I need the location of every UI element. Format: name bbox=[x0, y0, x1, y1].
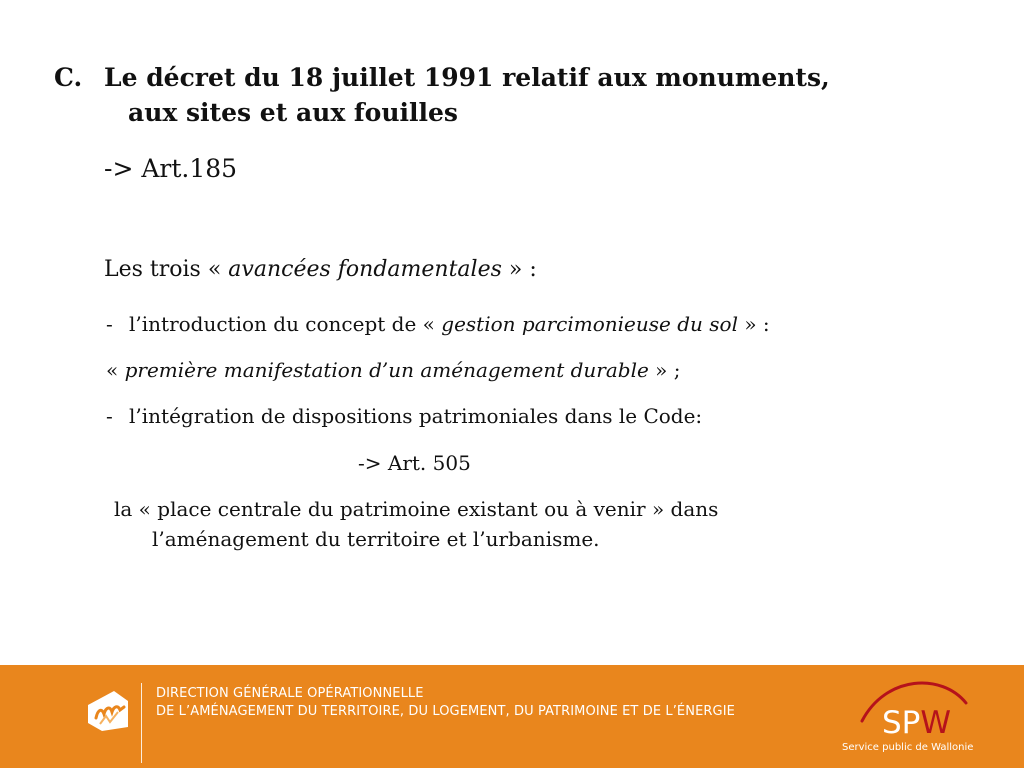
list-item-gestion-parcimonieuse bbox=[106, 310, 770, 338]
item1-italic: gestion parcimonieuse du sol bbox=[441, 312, 738, 336]
dgo-line-2: DE L’AMÉNAGEMENT DU TERRITOIRE, DU LOGEMENT, DU PATRIMOINE ET DE L’ÉNERGIE bbox=[156, 704, 735, 719]
item1-prefix: l’introduction du concept de « bbox=[129, 312, 442, 336]
place-line-1: la « place centrale du patrimoine existant ou à venir » dans bbox=[114, 497, 719, 521]
direction-generale-label bbox=[156, 685, 796, 721]
title-line-2: aux sites et aux fouilles bbox=[128, 98, 459, 127]
svg-text:SPW bbox=[882, 705, 951, 741]
item3-text: l’intégration de dispositions patrimoniales dans le Code: bbox=[129, 404, 703, 428]
item1-suffix: » : bbox=[737, 312, 770, 336]
trois-avancees-heading bbox=[104, 254, 537, 286]
place-line-2: l’aménagement du territoire et l’urbanisme. bbox=[152, 527, 600, 551]
trois-italic: avancées fondamentales bbox=[228, 257, 502, 282]
dash-marker: - bbox=[106, 404, 113, 428]
footer-band bbox=[0, 665, 1024, 768]
footer-divider bbox=[141, 683, 142, 763]
list-item-dispositions bbox=[106, 402, 702, 430]
item2-prefix: « bbox=[106, 358, 125, 382]
trois-suffix: » : bbox=[501, 257, 537, 282]
spw-caption: Service public de Wallonie bbox=[842, 742, 974, 753]
trois-prefix: Les trois « bbox=[104, 257, 229, 282]
list-item-manifestation bbox=[106, 356, 681, 384]
spw-logo bbox=[856, 675, 982, 745]
dash-marker: - bbox=[106, 312, 113, 336]
spw-w-text: W bbox=[920, 705, 952, 741]
title-marker: C. bbox=[54, 63, 83, 92]
dgo-line-1: DIRECTION GÉNÉRALE OPÉRATIONNELLE bbox=[156, 686, 424, 701]
title-line-1: Le décret du 18 juillet 1991 relatif aux monuments, bbox=[104, 63, 830, 92]
item2-suffix: » ; bbox=[648, 358, 681, 382]
slide-title bbox=[54, 60, 984, 130]
article-505-reference: -> Art. 505 bbox=[358, 451, 471, 475]
wallonia-logo-icon bbox=[84, 687, 132, 735]
article-185-reference: -> Art.185 bbox=[104, 154, 238, 183]
spw-sp-text: SP bbox=[882, 705, 921, 741]
place-centrale-paragraph bbox=[114, 494, 874, 554]
item2-italic: première manifestation d’un aménagement durable bbox=[124, 358, 649, 382]
